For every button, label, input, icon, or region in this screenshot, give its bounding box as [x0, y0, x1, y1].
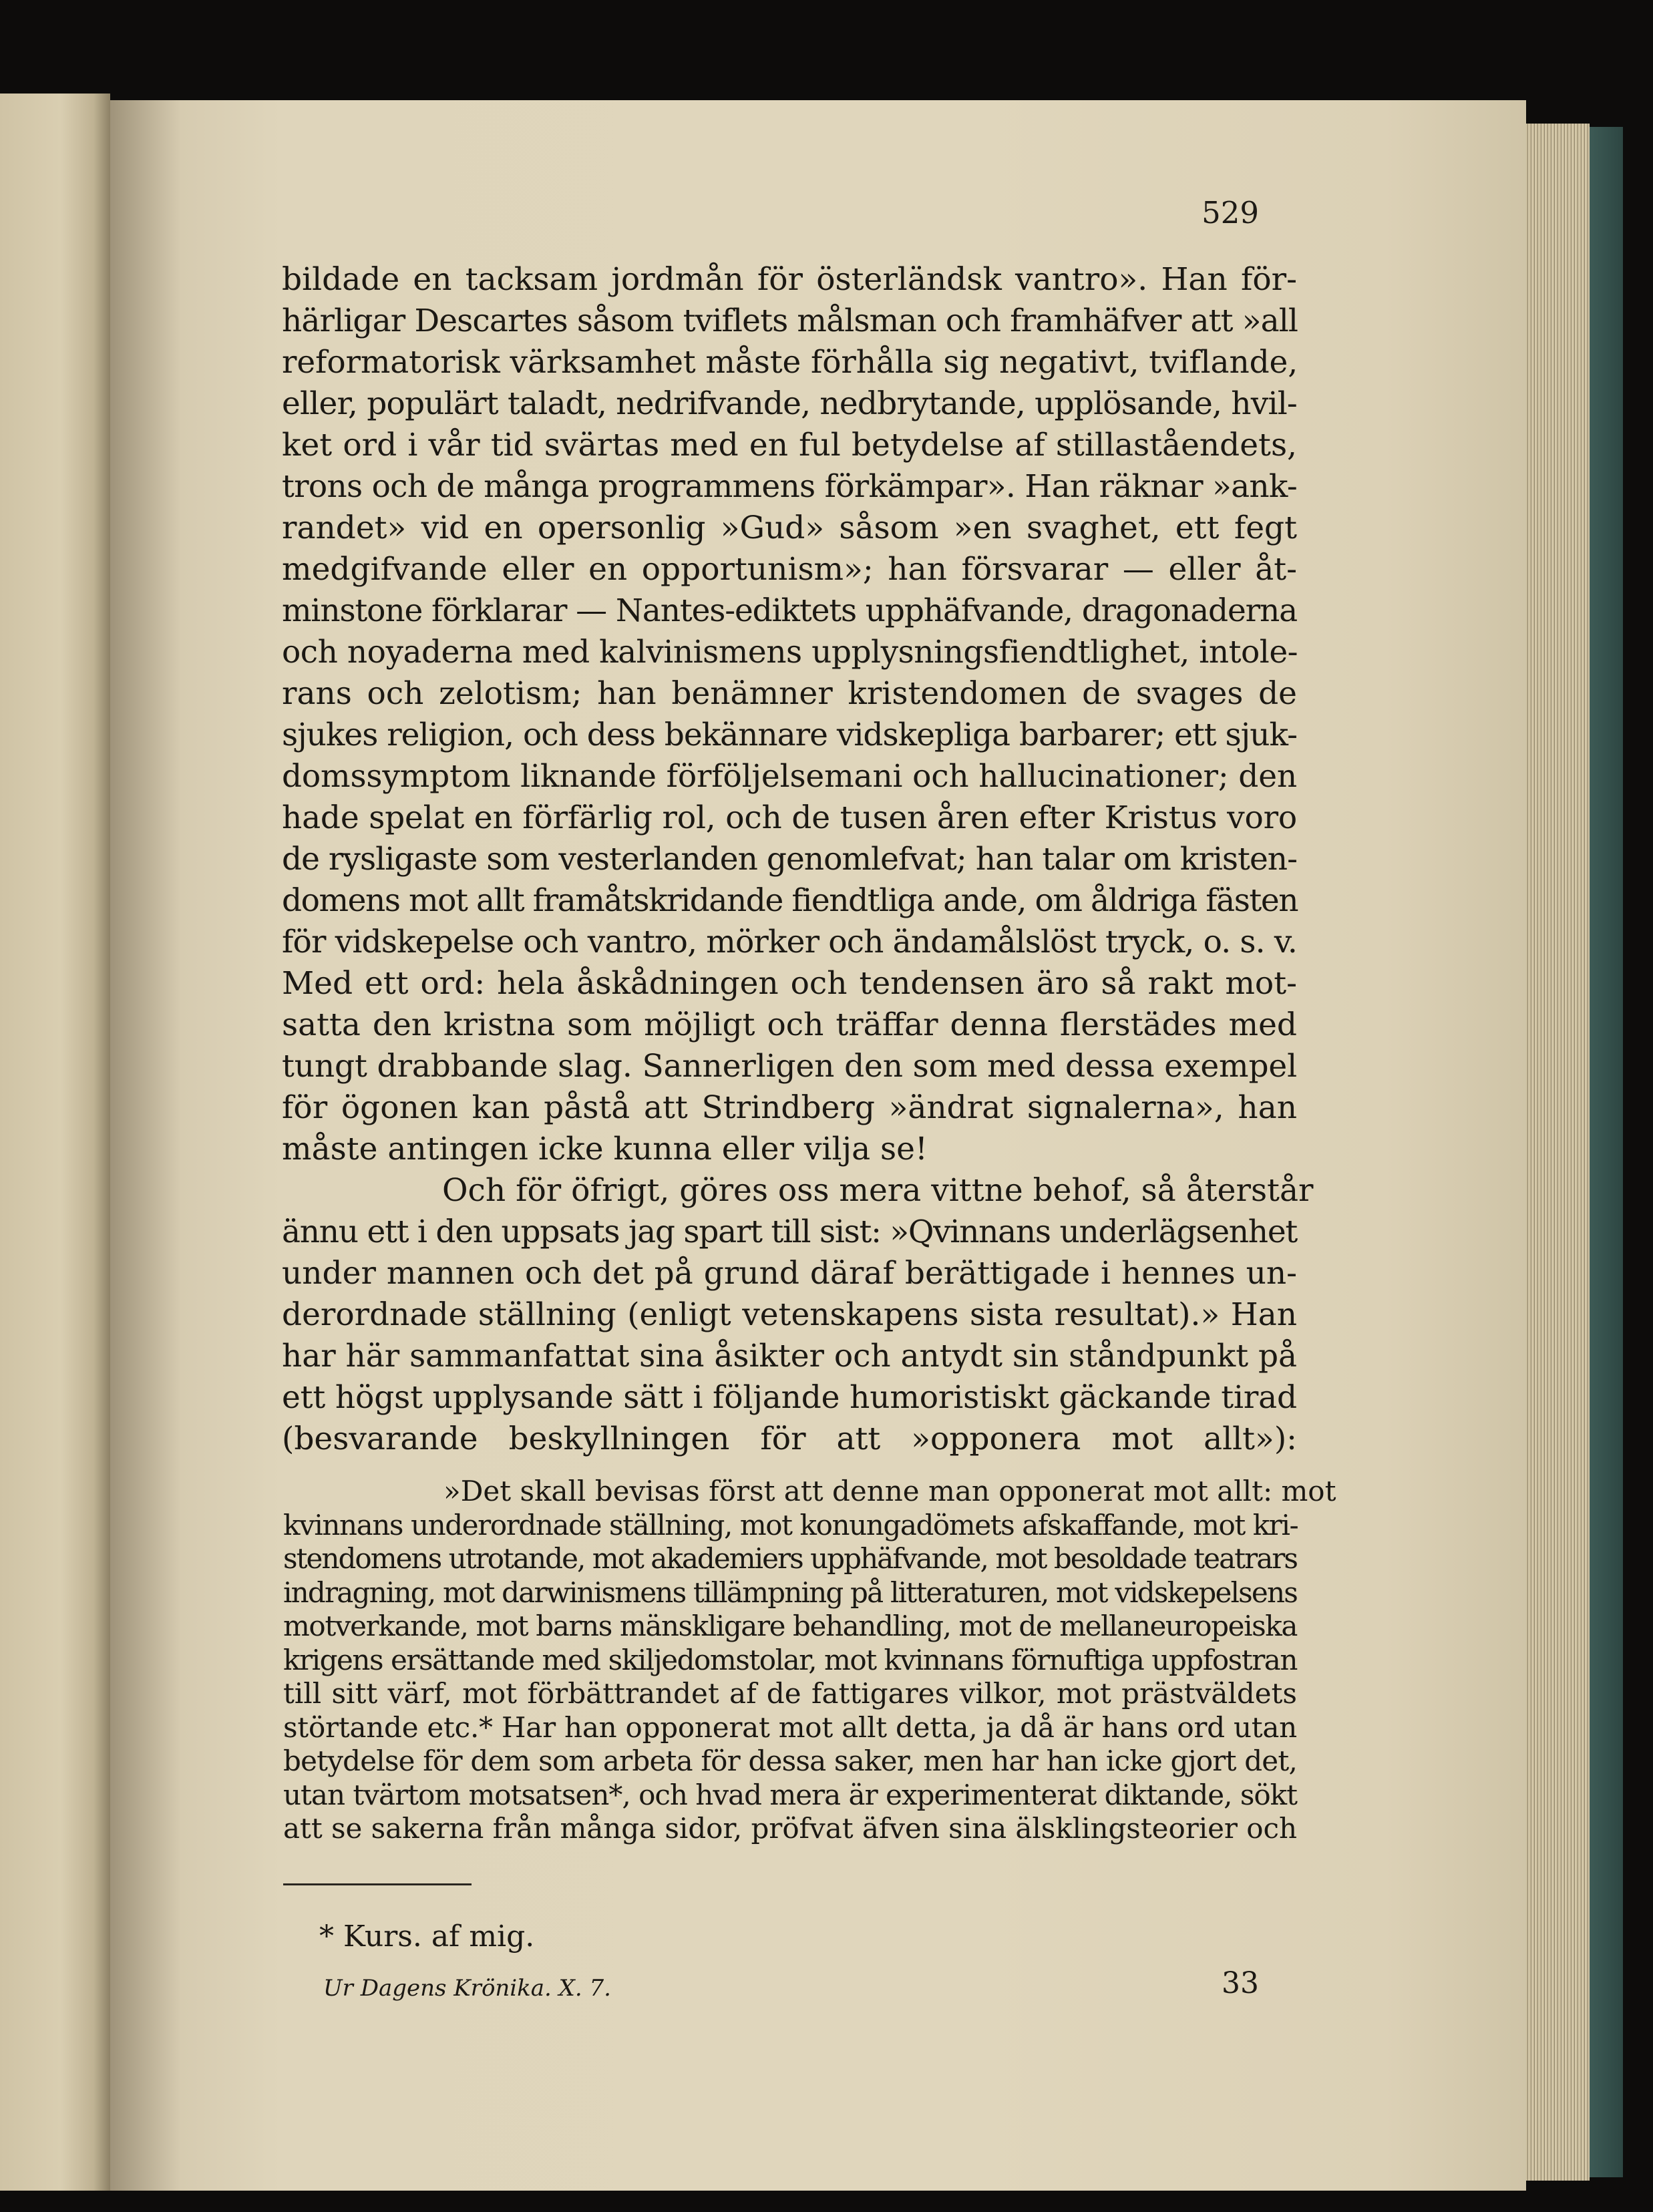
quote-line: kvinnans underordnade ställning, mot konungadömets afskaffande, mot kri- — [283, 1508, 1298, 1541]
text-line: eller, populärt taladt, nedrifvande, nedbrytande, upplösande, hvil- — [282, 385, 1297, 422]
book-cover — [1590, 127, 1623, 2177]
quote-line: att se sakerna från många sidor, pröfvat äfven sina älsklingsteorier och — [283, 1812, 1298, 1845]
footnote: * Kurs. af mig. — [319, 1919, 535, 1954]
text-line: satta den kristna som möjligt och träffar denna flerstädes med — [282, 1006, 1297, 1043]
quote-line: motverkande, mot barns mänskligare behandling, mot de mellaneuropeiska — [283, 1610, 1297, 1642]
footnote-rule — [283, 1883, 472, 1885]
text-line: för ögonen kan påstå att Strindberg »ändrat signalerna», han — [282, 1089, 1297, 1126]
text-line: Och för öfrigt, göres oss mera vittne behof, så återstår — [442, 1172, 1314, 1209]
quote-line: betydelse för dem som arbeta för dessa saker, men har han icke gjort det, — [283, 1744, 1297, 1777]
text-line: tungt drabbande slag. Sannerligen den som med dessa exempel — [282, 1048, 1297, 1085]
sheet-number: 33 — [1222, 1966, 1259, 2000]
quote-line: indragning, mot darwinismens tillämpning på litteraturen, mot vidskepelsens — [283, 1576, 1297, 1609]
page-edges — [1526, 124, 1590, 2181]
text-line: (besvarande beskyllningen för att »opponera mot allt»): — [282, 1421, 1297, 1457]
text-line: härligar Descartes såsom tviflets målsman och framhäfver att »all — [282, 303, 1298, 339]
text-line: randet» vid en opersonlig »Gud» såsom »en svaghet, ett fegt — [282, 510, 1297, 546]
left-page-edge — [0, 94, 110, 2191]
main-text — [282, 259, 1314, 1460]
quote-line: utan tvärtom motsatsen*, och hvad mera är experimenterat diktande, sökt — [283, 1778, 1297, 1811]
text-line: ket ord i vår tid svärtas med en ful betydelse af stillaståendets, — [282, 427, 1297, 464]
quote-line: stendomens utrotande, mot akademiers upphäfvande, mot besoldade teatrars — [283, 1542, 1297, 1575]
text-line: rans och zelotism; han benämner kristendomen de svages de — [282, 675, 1297, 712]
text-line: hade spelat en förfärlig rol, och de tusen åren efter Kristus voro — [282, 799, 1297, 836]
text-line: ännu ett i den uppsats jag spart till sist: »Qvinnans underlägsenhet — [282, 1214, 1297, 1250]
text-line: medgifvande eller en opportunism»; han försvarar — eller åt- — [282, 551, 1297, 588]
text-line: minstone förklarar — Nantes-ediktets upphäfvande, dragonaderna — [282, 592, 1297, 629]
text-line: har här sammanfattat sina åsikter och antydt sin ståndpunkt på — [282, 1338, 1297, 1374]
quote-line: krigens ersättande med skiljedomstolar, mot kvinnans förnuftiga uppfostran — [283, 1643, 1297, 1676]
text-line: under mannen och det på grund däraf berättigade i hennes un- — [282, 1255, 1297, 1292]
quoted-passage — [283, 1475, 1336, 1846]
text-line: domssymptom liknande förföljelsemani och hallucinationer; den — [282, 758, 1297, 795]
text-line: Med ett ord: hela åskådningen och tendensen äro så rakt mot- — [282, 965, 1297, 1002]
text-line: och noyaderna med kalvinismens upplysningsfiendtlighet, intole- — [282, 634, 1298, 671]
quote-line: till sitt värf, mot förbättrandet af de fattigares vilkor, mot prästväldets — [283, 1677, 1297, 1710]
text-line: ett högst upplysande sätt i följande humoristiskt gäckande tirad — [282, 1379, 1297, 1416]
quote-line: »Det skall bevisas först att denne man opponerat mot allt: mot — [443, 1475, 1336, 1507]
text-line: för vidskepelse och vantro, mörker och ändamålslöst tryck, o. s. v. — [282, 924, 1297, 960]
text-line: derordnade ställning (enligt vetenskapens sista resultat).» Han — [282, 1296, 1297, 1333]
page-number: 529 — [1202, 195, 1259, 230]
text-line: trons och de många programmens förkämpar». Han räknar »ank- — [282, 468, 1297, 505]
text-line: reformatorisk värksamhet måste förhålla sig negativt, tviflande, — [282, 344, 1298, 381]
text-line: bildade en tacksam jordmån för österländsk vantro». Han för- — [282, 261, 1297, 298]
text-line: måste antingen icke kunna eller vilja se! — [282, 1131, 928, 1167]
quote-line: störtande etc.* Har han opponerat mot allt detta, ja då är hans ord utan — [283, 1710, 1297, 1744]
text-line: domens mot allt framåtskridande fiendtliga ande, om åldriga fästen — [282, 882, 1298, 919]
text-line: de rysligaste som vesterlanden genomlefvat; han talar om kristen- — [282, 841, 1297, 878]
text-line: sjukes religion, och dess bekännare vidskepliga barbarer; ett sjuk- — [282, 717, 1297, 753]
signature-mark: Ur Dagens Krönika. X. 7. — [323, 1975, 611, 2002]
